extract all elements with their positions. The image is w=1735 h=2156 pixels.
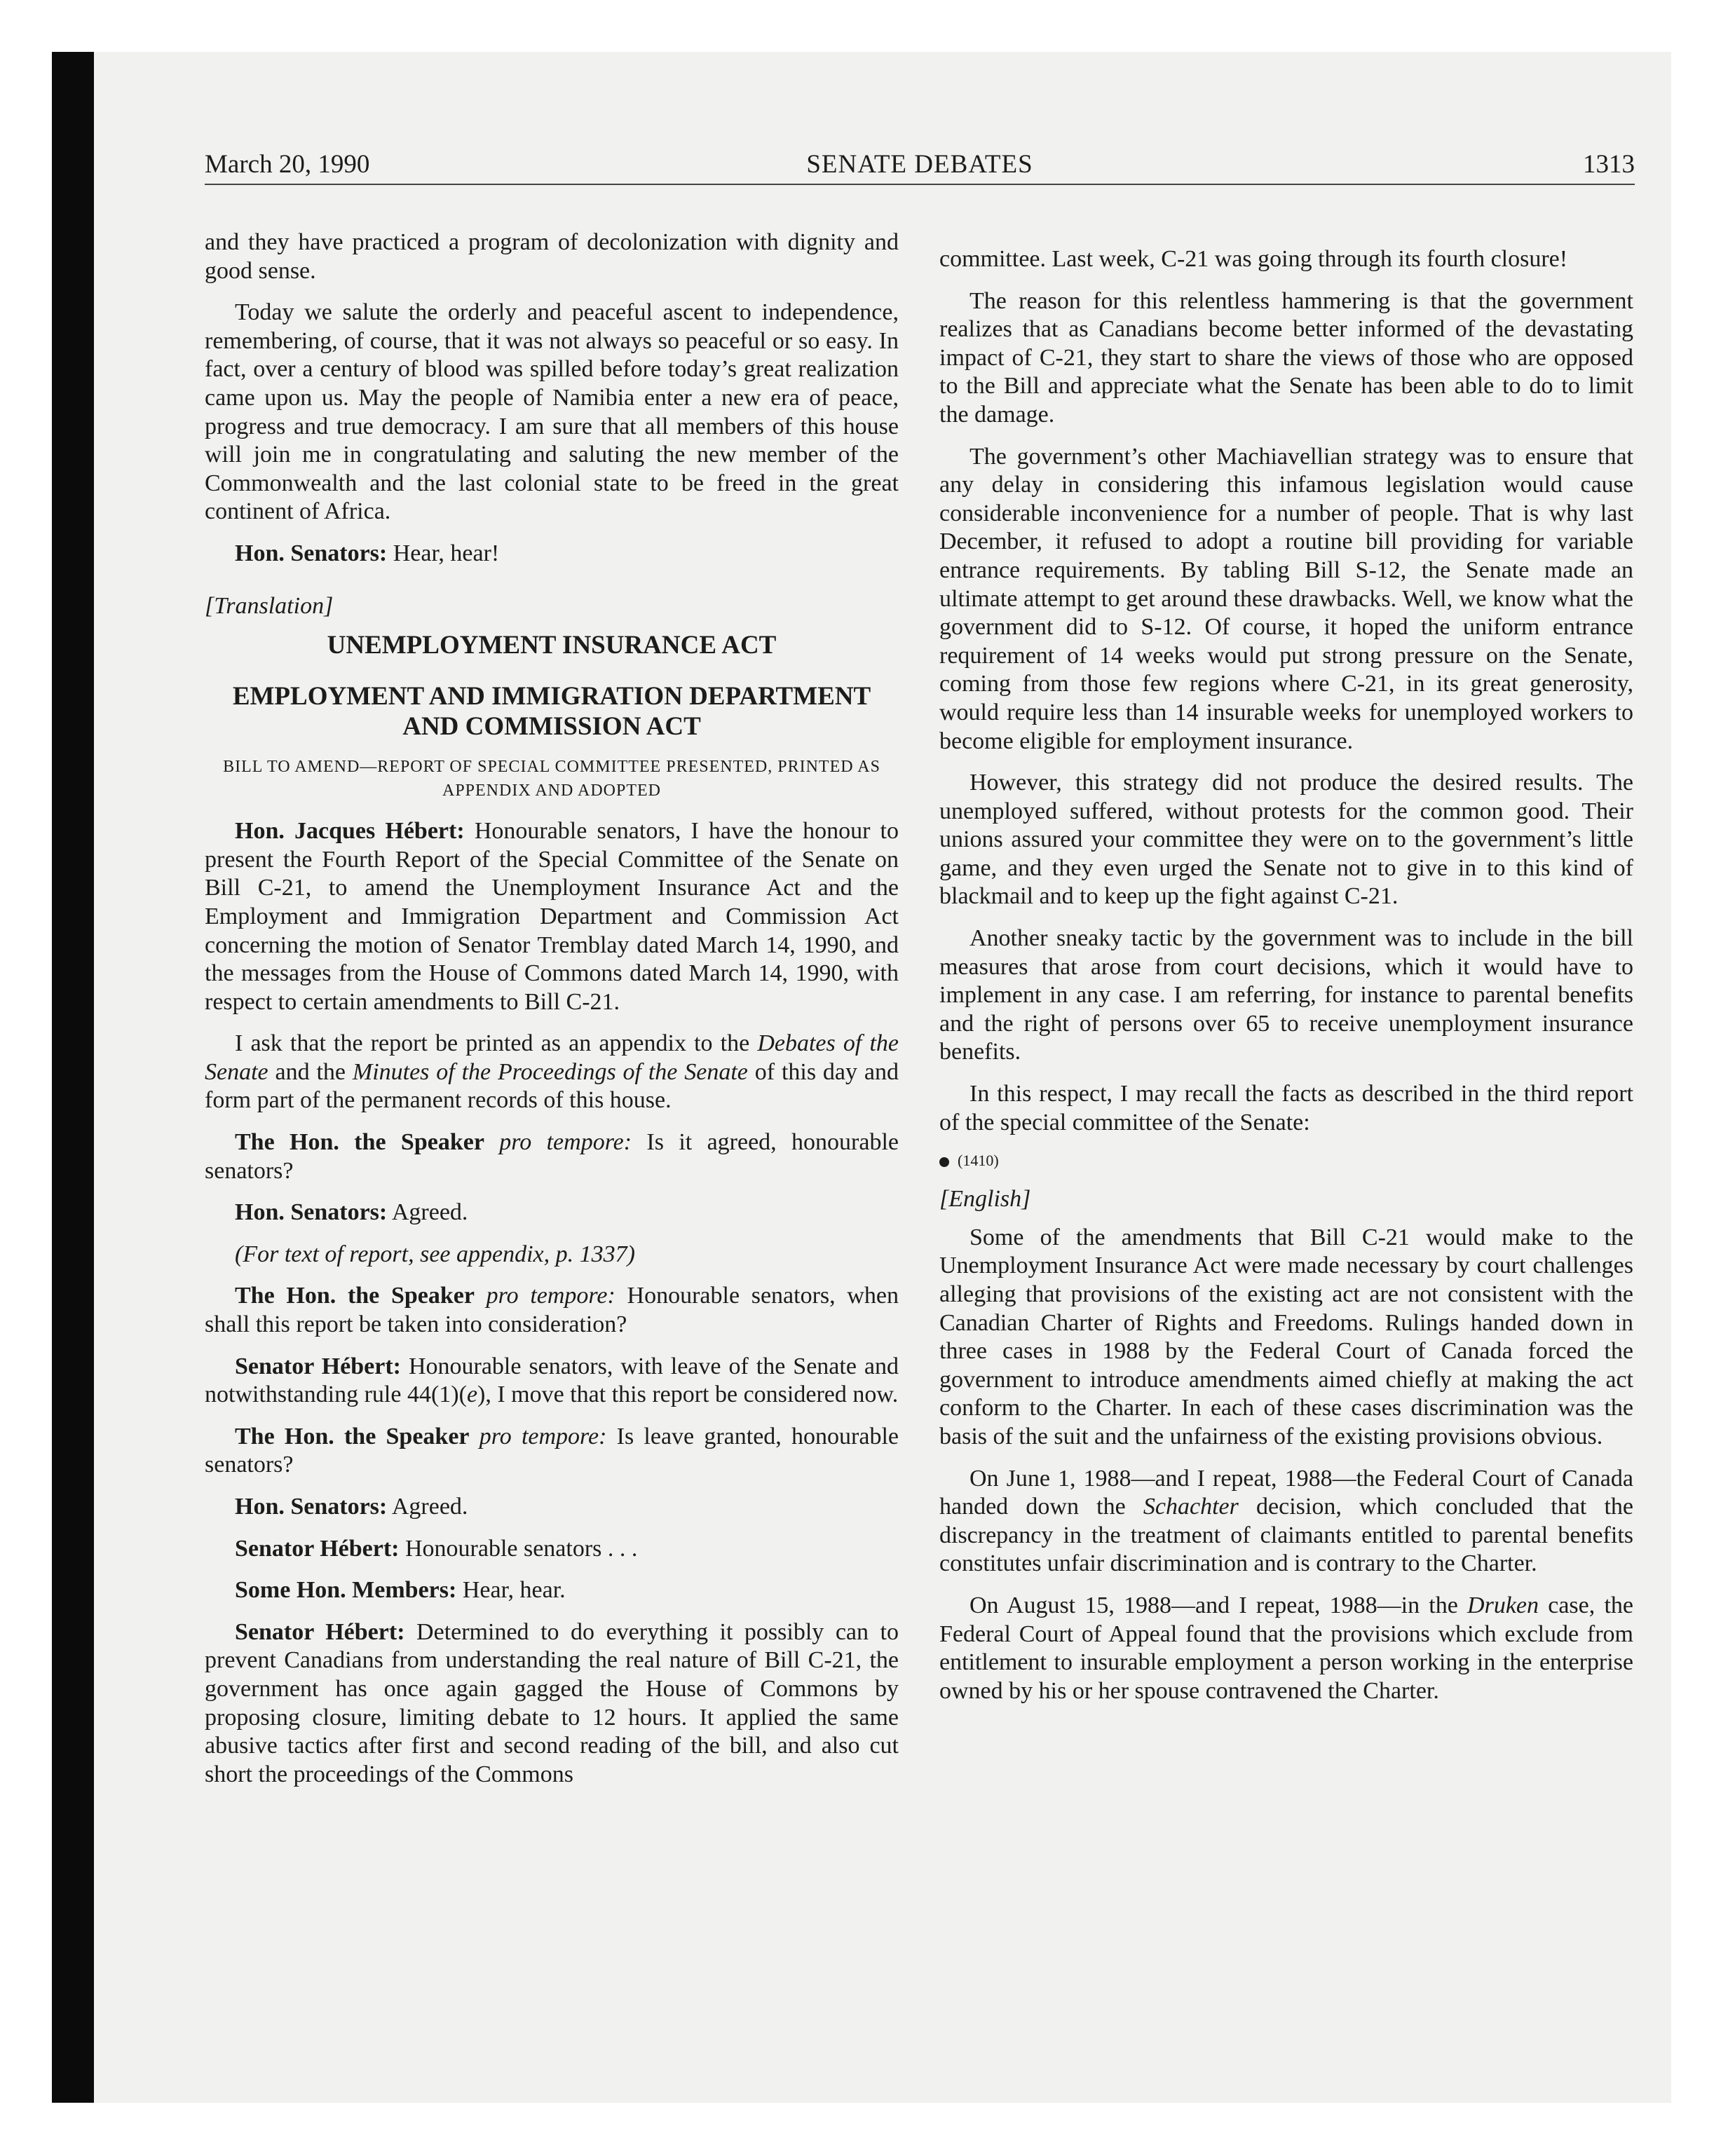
- quoted-paragraph: [939, 1592, 1633, 1705]
- bullet-icon: [939, 1157, 949, 1167]
- english-tag: [English]: [939, 1186, 1031, 1213]
- scan-edge-shadow: [52, 52, 94, 2103]
- speech-text: Is leave granted, honourable senators?: [205, 1423, 899, 1478]
- text-run: On August 15, 1988—and I repeat, 1988—in the: [969, 1592, 1468, 1618]
- text-run: and the: [268, 1058, 353, 1085]
- time-marker: [939, 1150, 1633, 1171]
- speech-paragraph: [205, 817, 899, 1016]
- header-date: March 20, 1990: [205, 150, 370, 179]
- paragraph: [205, 1030, 899, 1115]
- section-heading: EMPLOYMENT AND IMMIGRATION DEPARTMENT AND COMMISSION ACT: [232, 682, 871, 742]
- paragraph: Today we salute the orderly and peaceful ascent to independence, remembering, of course, that it was not always so peaceful or so easy. In fact, over a century of blood was spilled before today’s great realization came upon us. May the people of Namibia enter a new era of peace, progress and true democracy. I am sure that all members of this house will join me in congratulating and saluting the new member of the Commonwealth and the last colonial state to be freed in the great continent of Africa.: [205, 299, 899, 525]
- speech-text: Hear, hear!: [387, 540, 500, 566]
- speaker-name: Senator Hébert:: [235, 1618, 405, 1645]
- quoted-paragraph: Some of the amendments that Bill C-21 would make to the Unemployment Insurance Act were made necessary by court challenges alleging that provisions of the existing act are not consistent with the Canadian Charter of Rights and Freedoms. Rulings handed down in three cases in 1988 by the Federal Court of Canada forced the government to introduce amendments aimed chiefly at making the act conform to the Charter. In each of these cases discrimination was the basis of the suit and the unfairness of the existing provisions obvious.: [939, 1224, 1633, 1449]
- speech-text: Honourable senators . . .: [399, 1535, 638, 1562]
- paragraph: Another sneaky tactic by the government was to include in the bill measures that arose from court decisions, which it would have to implement in any case. I am referring, for instance to parental benefits and the right of persons over 65 to receive unemployment insurance benefits.: [939, 925, 1633, 1065]
- text-run: case, the Federal Court of Appeal found that the provisions which exclude from entitlement to insurable employment a person working in the enterprise owned by his or her spouse contravened the Charter.: [939, 1592, 1633, 1704]
- speaker-name: Senator Hébert:: [235, 1353, 401, 1379]
- italic-title: Debates of the Senate: [205, 1030, 899, 1085]
- section-heading: UNEMPLOYMENT INSURANCE ACT: [327, 631, 777, 660]
- speech-paragraph: [205, 1199, 899, 1227]
- paragraph: The reason for this relentless hammering is that the government realizes that as Canadians become better informed of the devastating impact of C-21, they start to share the views of those who are opposed to the Bill and appreciate what the Senate has been able to do to limit the damage.: [939, 287, 1633, 428]
- speaker-name: Hon. Senators:: [235, 1494, 388, 1520]
- note-text: (For text of report, see appendix, p. 1337): [235, 1241, 635, 1267]
- paragraph: In this respect, I may recall the facts as described in the third report of the special committee of the Senate:: [939, 1081, 1633, 1135]
- translation-tag: [Translation]: [205, 592, 334, 619]
- speech-text: Agreed.: [387, 1494, 468, 1520]
- speech-paragraph: [205, 1128, 899, 1185]
- speech-text: Is it agreed, honourable senators?: [205, 1129, 899, 1184]
- speaker-role: pro tempore:: [474, 1283, 615, 1309]
- paragraph: However, this strategy did not produce the desired results. The unemployed suffered, without protests for the common good. Their unions assured your committee they were on to the government’s little game, and they even urged the Senate not to give in to this kind of blackmail and to keep up the fight against C-21.: [939, 770, 1633, 910]
- quoted-paragraph: [939, 1465, 1633, 1578]
- speaker-name: Senator Hébert:: [235, 1535, 400, 1562]
- speech-paragraph: [205, 1353, 899, 1410]
- running-header: [205, 149, 1635, 185]
- page-number: 1313: [1583, 150, 1635, 179]
- italic-letter: e: [466, 1381, 478, 1408]
- left-column: [205, 228, 899, 1802]
- speech-text: Honourable senators, when shall this report be taken into consideration?: [205, 1283, 899, 1338]
- paragraph: committee. Last week, C-21 was going through its fourth closure!: [939, 246, 1568, 272]
- case-name: Schachter: [1143, 1494, 1239, 1520]
- speech-paragraph: [205, 540, 899, 568]
- time-stamp: (1410): [958, 1152, 999, 1170]
- speaker-name: Hon. Jacques Hébert:: [235, 818, 465, 845]
- speech-paragraph: [205, 1618, 899, 1789]
- text-run: decision, which concluded that the discrepancy in the treatment of claimants entitled to parental benefits constitutes unfair discrimination and is contrary to the Charter.: [939, 1494, 1633, 1577]
- speaker-name: The Hon. the Speaker: [235, 1283, 475, 1309]
- speaker-name: Hon. Senators:: [235, 540, 388, 566]
- text-run: On June 1, 1988—and I repeat, 1988—the Federal Court of Canada handed down the: [939, 1465, 1633, 1520]
- paragraph: The government’s other Machiavellian strategy was to ensure that any delay in considering this infamous legislation would cause considerable inconvenience for a number of people. That is why last December, it refused to adopt a routine bill providing for variable entrance requirements. By tabling Bill S-12, the Senate made an ultimate attempt to get around these drawbacks. Well, we know what the government did to S-12. Of course, it hoped the uniform entrance requirement of 14 weeks would put strong pressure on the Senate, coming from those few regions where C-21, in its great generosity, would require less than 14 insurable weeks for unemployed workers to become eligible for employment insurance.: [939, 443, 1633, 754]
- speaker-name: The Hon. the Speaker: [235, 1129, 484, 1156]
- text-run: of this day and form part of the permanent records of this house.: [205, 1058, 899, 1114]
- section-subheading: BILL TO AMEND—REPORT OF SPECIAL COMMITTEE PRESENTED, PRINTED AS APPENDIX AND ADOPTED: [223, 758, 880, 800]
- editorial-note: [205, 1241, 899, 1269]
- italic-title: Minutes of the Proceedings of the Senate: [352, 1058, 748, 1085]
- right-column: [939, 245, 1633, 1719]
- speech-paragraph: [205, 1423, 899, 1480]
- speech-paragraph: [205, 1576, 899, 1605]
- speech-text: Determined to do everything it possibly can to prevent Canadians from understanding the real nature of Bill C-21, the government has once again gagged the House of Commons by proposing closure, limiting debate to 12 hours. It applied the same abusive tactics after first and second reading of the bill, and also cut short the proceedings of the Commons: [205, 1618, 899, 1787]
- speaker-name: Some Hon. Members:: [235, 1577, 457, 1604]
- speech-paragraph: [205, 1535, 899, 1564]
- speech-text: Agreed.: [387, 1199, 468, 1226]
- speaker-name: The Hon. the Speaker: [235, 1423, 470, 1449]
- header-title: SENATE DEBATES: [806, 150, 1033, 179]
- speech-paragraph: [205, 1282, 899, 1339]
- speech-text: Hear, hear.: [456, 1577, 566, 1604]
- speaker-role: pro tempore:: [484, 1129, 632, 1156]
- case-name: Druken: [1467, 1592, 1539, 1618]
- text-run: I ask that the report be printed as an appendix to the: [235, 1030, 758, 1057]
- paragraph: and they have practiced a program of decolonization with dignity and good sense.: [205, 229, 899, 284]
- speech-text: Honourable senators, with leave of the Senate and notwithstanding rule 44(1)(: [205, 1353, 899, 1408]
- speaker-name: Hon. Senators:: [235, 1199, 388, 1226]
- speech-text: ), I move that this report be considered now.: [477, 1381, 899, 1408]
- speech-paragraph: [205, 1493, 899, 1522]
- speech-text: Honourable senators, I have the honour to present the Fourth Report of the Special Committee of the Senate on Bill C-21, to amend the Unemployment Insurance Act and the Employment and Immigration Department and Commission Act concerning the motion of Senator Tremblay dated March 14, 1990, and the messages from the House of Commons dated March 14, 1990, with respect to certain amendments to Bill C-21.: [205, 818, 899, 1015]
- speaker-role: pro tempore:: [469, 1423, 607, 1449]
